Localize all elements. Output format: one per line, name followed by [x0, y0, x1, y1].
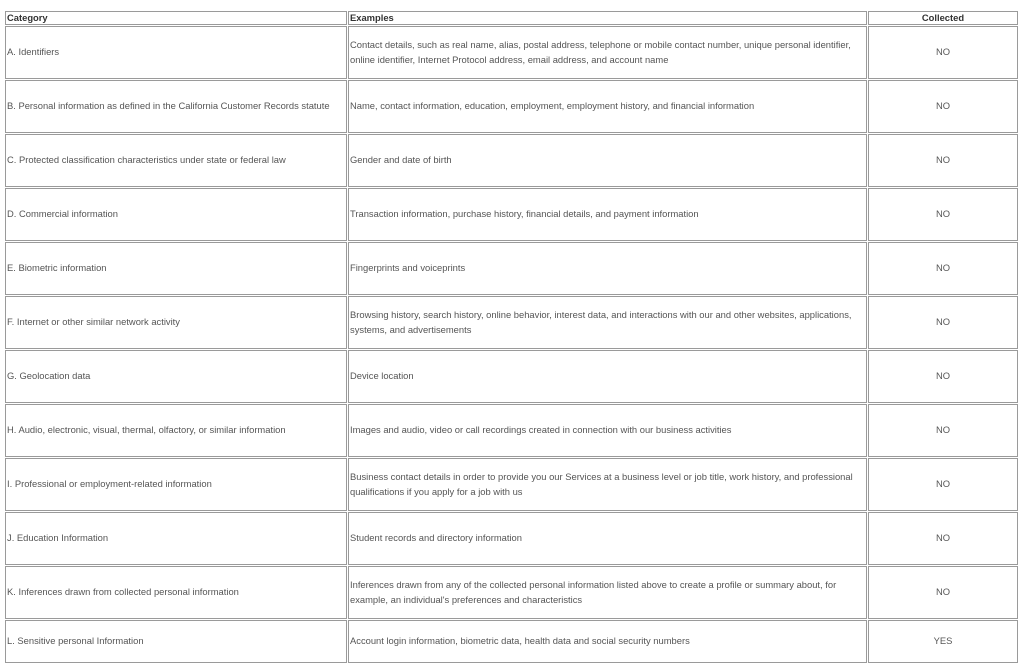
row-examples: Contact details, such as real name, alias, postal address, telephone or mobile contact number, unique personal identifier, online identifier, Internet Protocol address, email address, and account name [348, 26, 867, 79]
table-row [5, 350, 1018, 403]
row-examples: Fingerprints and voiceprints [348, 242, 867, 295]
row-collected: NO [868, 26, 1018, 79]
table-header-row [5, 11, 1018, 25]
row-category: A. Identifiers [5, 26, 347, 79]
row-examples: Name, contact information, education, employment, employment history, and financial information [348, 80, 867, 133]
table-row [5, 242, 1018, 295]
row-examples: Inferences drawn from any of the collected personal information listed above to create a profile or summary about, for example, an individual's preferences and characteristics [348, 566, 867, 619]
row-collected: NO [868, 566, 1018, 619]
table-row [5, 188, 1018, 241]
table-row [5, 404, 1018, 457]
row-category: C. Protected classification characteristics under state or federal law [5, 134, 347, 187]
table-row [5, 566, 1018, 619]
row-collected: NO [868, 458, 1018, 511]
table-row [5, 80, 1018, 133]
row-collected: NO [868, 296, 1018, 349]
row-category: E. Biometric information [5, 242, 347, 295]
row-examples: Account login information, biometric data, health data and social security numbers [348, 620, 867, 663]
row-collected: NO [868, 242, 1018, 295]
personal-information-table [4, 10, 1019, 664]
table-row [5, 620, 1018, 663]
row-collected: NO [868, 134, 1018, 187]
row-category: F. Internet or other similar network activity [5, 296, 347, 349]
row-category: L. Sensitive personal Information [5, 620, 347, 663]
row-collected: NO [868, 512, 1018, 565]
table-row [5, 26, 1018, 79]
row-category: B. Personal information as defined in the California Customer Records statute [5, 80, 347, 133]
table-row [5, 134, 1018, 187]
header-examples: Examples [348, 11, 867, 25]
row-collected: NO [868, 80, 1018, 133]
row-category: I. Professional or employment-related information [5, 458, 347, 511]
table-row [5, 458, 1018, 511]
row-category: K. Inferences drawn from collected personal information [5, 566, 347, 619]
row-examples: Device location [348, 350, 867, 403]
row-category: D. Commercial information [5, 188, 347, 241]
header-category: Category [5, 11, 347, 25]
row-category: G. Geolocation data [5, 350, 347, 403]
row-examples: Student records and directory information [348, 512, 867, 565]
row-category: H. Audio, electronic, visual, thermal, olfactory, or similar information [5, 404, 347, 457]
row-collected: NO [868, 350, 1018, 403]
row-examples: Gender and date of birth [348, 134, 867, 187]
row-examples: Images and audio, video or call recordings created in connection with our business activities [348, 404, 867, 457]
row-examples: Business contact details in order to provide you our Services at a business level or job title, work history, and professional qualifications if you apply for a job with us [348, 458, 867, 511]
row-examples: Transaction information, purchase history, financial details, and payment information [348, 188, 867, 241]
header-collected: Collected [868, 11, 1018, 25]
row-collected: NO [868, 404, 1018, 457]
row-collected: NO [868, 188, 1018, 241]
table-row [5, 296, 1018, 349]
row-examples: Browsing history, search history, online behavior, interest data, and interactions with our and other websites, applications, systems, and advertisements [348, 296, 867, 349]
table-row [5, 512, 1018, 565]
row-collected: YES [868, 620, 1018, 663]
row-category: J. Education Information [5, 512, 347, 565]
